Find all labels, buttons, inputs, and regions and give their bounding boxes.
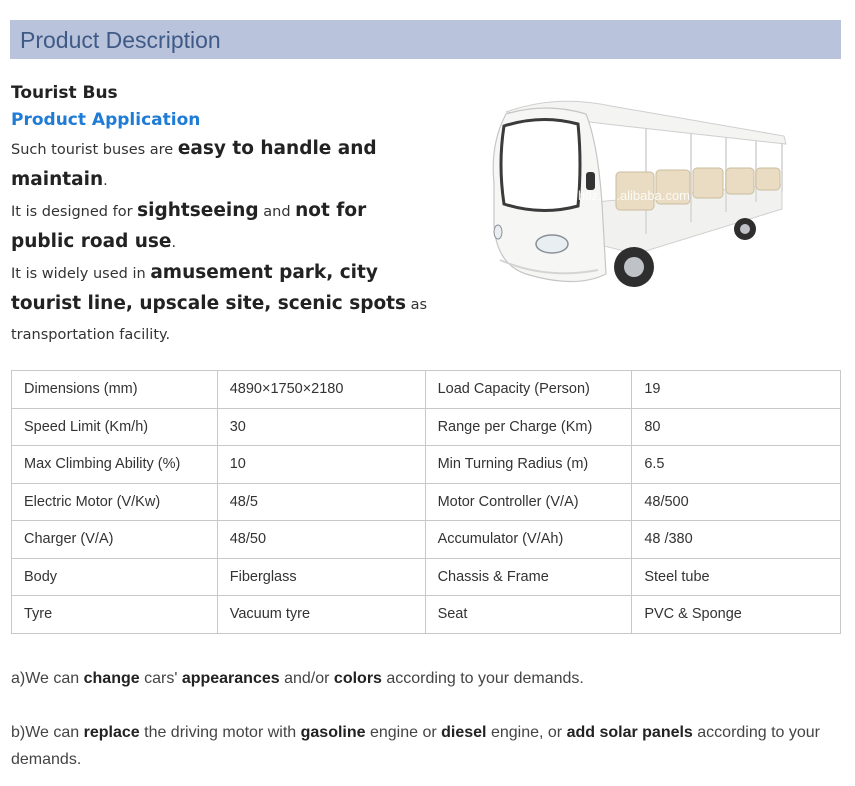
text: the driving motor with <box>139 724 301 741</box>
text: It is widely used in <box>11 266 151 282</box>
spec-label-cell: Speed Limit (Km/h) <box>12 408 218 446</box>
emphasis: change <box>83 670 140 687</box>
emphasis: not for public road use <box>11 200 367 252</box>
spec-value-cell: 48/500 <box>632 483 841 521</box>
emphasis: add solar panels <box>566 724 693 741</box>
table-row <box>12 558 841 596</box>
image-watermark: htlz.en.alibaba.com <box>578 188 691 203</box>
spec-label-cell: Body <box>12 558 218 596</box>
tourist-bus-image <box>486 84 791 319</box>
intro-paragraph-3 <box>11 258 431 350</box>
spec-label-cell: Min Turning Radius (m) <box>425 446 632 484</box>
spec-label-cell: Tyre <box>12 596 218 634</box>
text: and <box>258 204 296 220</box>
spec-value-cell: 48 /380 <box>632 521 841 559</box>
spec-value-cell: 6.5 <box>632 446 841 484</box>
text: . <box>103 173 108 189</box>
text: engine, or <box>486 724 567 741</box>
customization-note-a <box>11 665 846 692</box>
product-name: Tourist Bus <box>11 83 118 103</box>
text: cars' <box>139 670 182 687</box>
emphasis: diesel <box>441 724 487 741</box>
section-title: Product Description <box>20 27 221 53</box>
spec-value-cell: 48/50 <box>217 521 425 559</box>
spec-label-cell: Seat <box>425 596 632 634</box>
spec-value-cell: PVC & Sponge <box>632 596 841 634</box>
text: as transportation facility. <box>11 297 428 343</box>
spec-label-cell: Motor Controller (V/A) <box>425 483 632 521</box>
emphasis: amusement park, city tourist line, upscale site, scenic spots <box>11 262 407 314</box>
emphasis: appearances <box>181 670 280 687</box>
text: and/or <box>279 670 334 687</box>
emphasis: sightseeing <box>137 200 259 221</box>
spec-label-cell: Dimensions (mm) <box>12 371 218 409</box>
spec-label-cell: Range per Charge (Km) <box>425 408 632 446</box>
table-row <box>12 446 841 484</box>
table-row <box>12 521 841 559</box>
spec-label-cell: Chassis & Frame <box>425 558 632 596</box>
spec-label-cell: Max Climbing Ability (%) <box>12 446 218 484</box>
text: b)We can <box>11 724 84 741</box>
text: Such tourist buses are <box>11 142 178 158</box>
spec-value-cell: 10 <box>217 446 425 484</box>
emphasis: gasoline <box>300 724 366 741</box>
spec-value-cell: 30 <box>217 408 425 446</box>
spec-value-cell: 19 <box>632 371 841 409</box>
spec-label-cell: Charger (V/A) <box>12 521 218 559</box>
table-row <box>12 371 841 409</box>
spec-value-cell: Fiberglass <box>217 558 425 596</box>
customization-note-b <box>11 719 846 773</box>
section-header <box>10 20 841 59</box>
emphasis: replace <box>83 724 140 741</box>
emphasis: easy to handle and maintain <box>11 138 377 190</box>
table-row <box>12 408 841 446</box>
text: . <box>171 235 177 251</box>
text: according to your demands. <box>11 724 821 768</box>
spec-label-cell: Electric Motor (V/Kw) <box>12 483 218 521</box>
spec-value-cell: 4890×1750×2180 <box>217 371 425 409</box>
spec-label-cell: Load Capacity (Person) <box>425 371 632 409</box>
application-heading: Product Application <box>11 110 201 130</box>
text: It is designed for <box>11 204 138 220</box>
table-row <box>12 483 841 521</box>
emphasis: colors <box>333 670 382 687</box>
spec-value-cell: Steel tube <box>632 558 841 596</box>
text: a)We can <box>11 670 84 687</box>
text: engine or <box>365 724 442 741</box>
intro-paragraph-1 <box>11 134 431 196</box>
spec-value-cell: Vacuum tyre <box>217 596 425 634</box>
specification-table <box>11 370 841 634</box>
spec-label-cell: Accumulator (V/Ah) <box>425 521 632 559</box>
intro-paragraph-2 <box>11 196 431 258</box>
text: according to your demands. <box>381 670 584 687</box>
product-intro <box>11 80 431 350</box>
spec-value-cell: 80 <box>632 408 841 446</box>
spec-value-cell: 48/5 <box>217 483 425 521</box>
table-row <box>12 596 841 634</box>
